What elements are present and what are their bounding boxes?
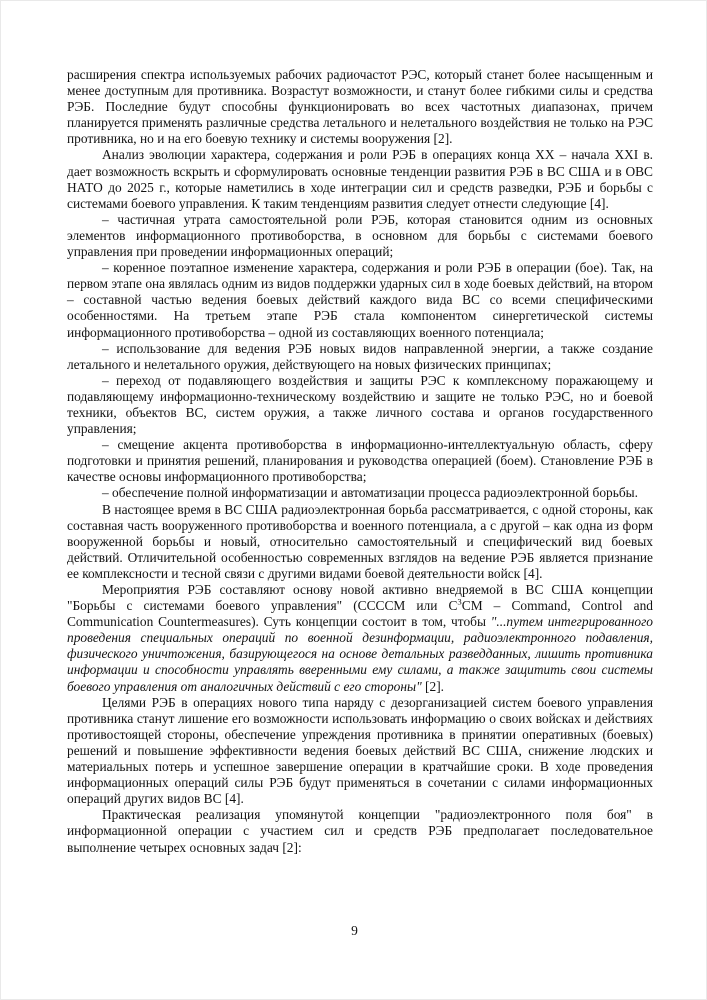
list-item-full-informatization: – обеспечение полной информатизации и автоматизации процесса радиоэлектронной борьбы. [102, 485, 639, 501]
paragraph-continued: расширения спектра используемых рабочих радиочастот РЭС, который станет более насыщенным и менее доступным для противника. Возрастут возможности, и станут более гибкими силы и средства РЭБ. Последние будут способны функционировать во всех частотных диапазонах, причем планируется применять различные средства летального и нелетального воздействия не только на РЭС противника, но и на его боевую технику и системы вооружения [2]. [67, 67, 653, 147]
list-item-stepwise-change: – коренное поэтапное изменение характера, содержания и роли РЭБ в операции (бое). Так, на первом этапе она являлась одним из видов поддержки ударных сил в ходе боевых действий, на втором – составной частью ведения боевых действий каждого вида ВС со всеми специфическими особенностями. На третьем этапе РЭБ стала компонентом синергетической системы информационного противоборства – одной из составляющих военного потенциала; [67, 260, 653, 340]
paragraph-practical: Практическая реализация упомянутой концепции "радиоэлектронного поля боя" в информационной операции с участием сил и средств РЭБ предполагает последовательное выполнение четырех основных задач [2]: [67, 807, 653, 855]
concept-quote-italic: "...путем интегрированного проведения специальных операций по военной дезинформации, радиоэлектронного подавления, физического уничтожения, базирующегося на основе детальных разведданных, лишить противника информации и способности управлять вверенными ему силами, а также защитить свои системы боевого управления от аналогичных действий с его стороны" [67, 614, 653, 694]
text-block [67, 67, 653, 856]
concept-text-before-sup: Мероприятия РЭБ составляют основу новой активно внедряемой в ВС США концепции "Борьбы с системами боевого управления" (CCCCM или C [67, 582, 653, 614]
paragraph-goals: Целями РЭБ в операциях нового типа наряду с дезорганизацией систем боевого управления противника станут лишение его возможности использовать информацию о своих войсках и действиях противостоящей стороны, обеспечение упреждения противника в принятии оперативных (боевых) решений и повышение эффективности ведения боевых действий ВС США, снижение людских и материальных потерь и успешное завершение операции в кратчайшие сроки. В ходе проведения информационных операций силы РЭБ будут применяться в сочетании с силами информационных операций других видов ВС [4]. [67, 694, 653, 807]
list-item-transition: – переход от подавляющего воздействия и защиты РЭС к комплексному поражающему и подавляющему информационно-техническому воздействию и защите не только РЭС, но и боевой техники, объектов ВС, систем оружия, а также личного состава и органов государственного управления; [67, 372, 653, 437]
concept-superscript: 3 [457, 596, 462, 607]
list-item-accent-shift: – смещение акцента противоборства в информационно-интеллектуальную область, сферу подготовки и принятия решений, планирования и руководства операцией (боем). Становление РЭБ в качестве основы информационного противоборства; [67, 437, 653, 485]
paragraph-analysis: Анализ эволюции характера, содержания и роли РЭБ в операциях конца XX – начала XXI в. дает возможность вскрыть и сформулировать основные тенденции развития РЭБ в ВС США и в ОВС НАТО до 2025 г., которые наметились в ходе интеграции сил и средств разведки, РЭБ и борьбы с системами боевого управления. К таким тенденциям развития следует отнести следующие [4]. [67, 147, 653, 211]
paragraph-concept [67, 582, 653, 695]
concept-text-after-sup: CM – Command, Control and Communication Countermeasures). Суть концепции состоит в том, чтобы [67, 598, 653, 630]
list-item-partial-loss: – частичная утрата самостоятельной роли РЭБ, которая становится одним из основных элементов информационного противоборства, в основном для борьбы с системами боевого управления при проведении информационных операций; [67, 211, 653, 260]
list-item-directed-energy: – использование для ведения РЭБ новых видов направленной энергии, а также создание летального и нелетального оружия, действующего на новых физических принципах; [67, 340, 653, 372]
page-number: 9 [351, 923, 358, 938]
concept-citation: [2]. [421, 678, 445, 694]
paragraph-current-status: В настоящее время в ВС США радиоэлектронная борьба рассматривается, с одной стороны, как составная часть вооруженного противоборства и военного потенциала, а с другой – как одна из форм вооруженной борьбы и новый, относительно самостоятельный и специфический вид боевых действий. Отличительной особенностью современных взглядов на ведение РЭБ является признание ее комплексности и тесной связи с другими видами боевой деятельности войск [4]. [67, 501, 653, 581]
